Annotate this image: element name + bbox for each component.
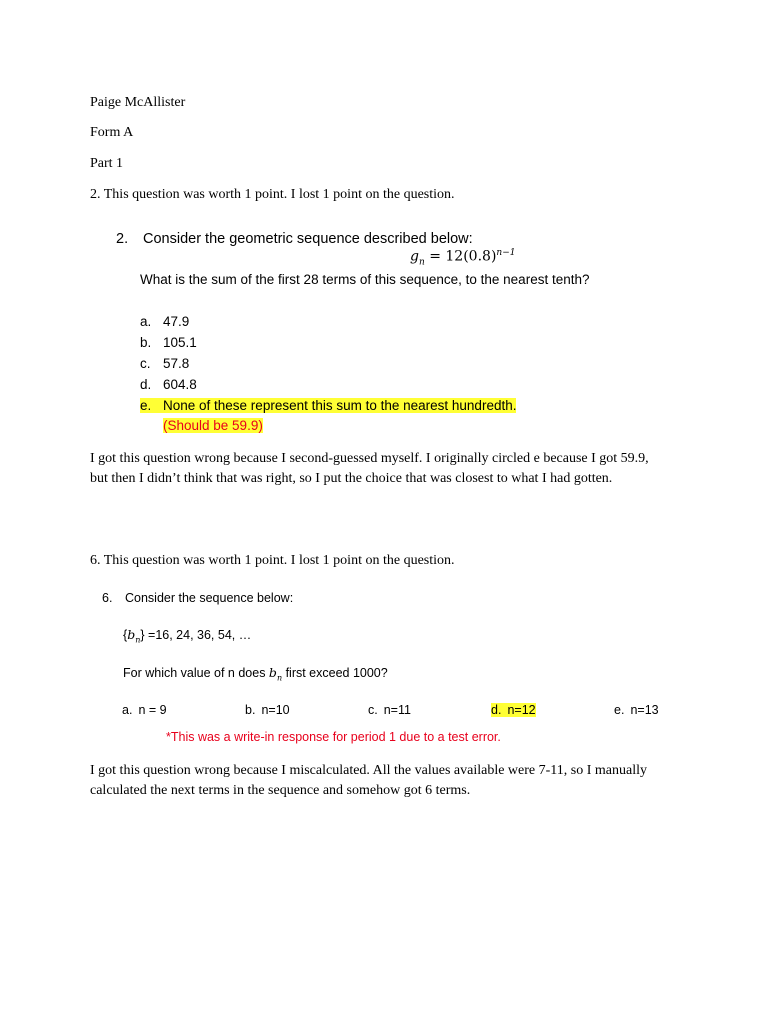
student-name: Paige McAllister [90, 95, 186, 110]
q2-explanation: I got this question wrong because I second-guessed myself. I originally circled e because I got 59.9, but then I didn’t think that was right, so I put the choice that was closest to what I had gotten. [90, 451, 649, 486]
q6-screenshot [102, 589, 682, 749]
q2-correction: (Should be 59.9) [163, 418, 263, 433]
q2-choices [140, 311, 516, 416]
q2-prompt: What is the sum of the first 28 terms of this sequence, to the nearest tenth? [140, 272, 590, 287]
formula-lhs-sub: n [418, 257, 425, 268]
q2-stem [116, 229, 473, 249]
q6-stem-text: Consider the sequence below: [125, 591, 294, 605]
q2-choice-b: b. 105.1 [140, 335, 197, 350]
formula-lhs-base: g [410, 248, 419, 265]
q6-choice-c: c. n=11 [368, 703, 411, 717]
q6-prompt: For which value of n does $b_n$ first exceed 1000? [123, 665, 388, 683]
formula-exponent: n−1 [496, 248, 516, 258]
q2-choice-e [140, 395, 516, 416]
q2-intro: 2. This question was worth 1 point. I lost 1 point on the question. [90, 187, 455, 202]
formula-rhs: = 12(0.8) [424, 248, 497, 265]
q6-stem [102, 589, 293, 607]
q6-explanation: I got this question wrong because I miscalculated. All the values available were 7-11, so I manually calculated the next terms in the sequence and somehow got 6 terms. [90, 763, 647, 798]
q2-number: 2. [116, 231, 129, 247]
q2-choice-a: a. 47.9 [140, 314, 190, 329]
q6-sequence: $\{b_n\} =16$, 24, 36, 54, … [123, 627, 252, 645]
q6-note: *This was a write-in response for period 1 due to a test error. [166, 730, 501, 744]
q2-formula [410, 248, 515, 267]
q6-choice-d: d. n=12 [491, 703, 536, 717]
q2-choice-e-highlight: e. None of these represent this sum to the nearest hundredth. [140, 398, 517, 413]
form-label: Form A [90, 125, 134, 140]
q6-choice-b: b. n=10 [245, 703, 290, 717]
q2-stem-text: Consider the geometric sequence described below: [143, 231, 473, 247]
q6-number: 6. [102, 591, 113, 605]
q6-intro: 6. This question was worth 1 point. I lost 1 point on the question. [90, 553, 455, 568]
part-label: Part 1 [90, 156, 124, 171]
q2-choice-c: c. 57.8 [140, 356, 190, 371]
q6-choice-a: a. n = 9 [122, 703, 167, 717]
q6-choice-e: e. n=13 [614, 703, 659, 717]
q2-choice-d: d. 604.8 [140, 377, 197, 392]
